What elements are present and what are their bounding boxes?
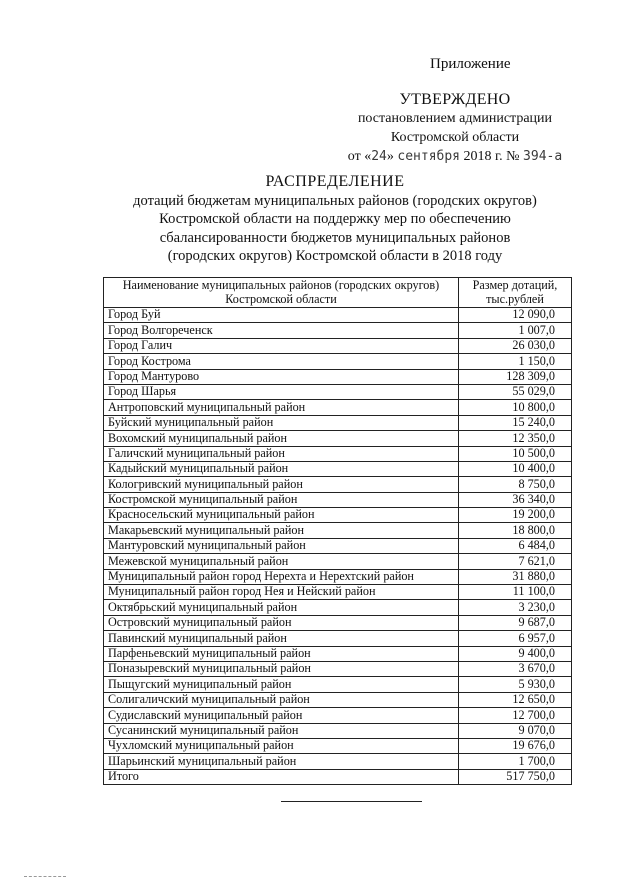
date-mid: » bbox=[386, 149, 398, 164]
cell-amount: 15 240,0 bbox=[458, 415, 571, 430]
table-row bbox=[104, 692, 572, 707]
table-row bbox=[104, 569, 572, 584]
cell-amount: 3 230,0 bbox=[458, 600, 571, 615]
cell-amount: 9 400,0 bbox=[458, 646, 571, 661]
cell-amount: 517 750,0 bbox=[458, 769, 571, 784]
column-header-line: Размер дотаций, bbox=[472, 278, 558, 292]
table-row bbox=[104, 754, 572, 769]
cell-amount: 55 029,0 bbox=[458, 384, 571, 399]
table-row bbox=[104, 508, 572, 523]
cell-municipality: Город Галич bbox=[104, 338, 459, 353]
cell-amount: 12 350,0 bbox=[458, 431, 571, 446]
cell-amount: 12 700,0 bbox=[458, 708, 571, 723]
table-row bbox=[104, 585, 572, 600]
decree-day: 24 bbox=[371, 149, 387, 164]
decree-number: 394-а bbox=[523, 149, 563, 164]
document-title: РАСПРЕДЕЛЕНИЕ bbox=[265, 173, 405, 190]
table-row bbox=[104, 523, 572, 538]
cell-amount: 9 687,0 bbox=[458, 615, 571, 630]
table-row bbox=[104, 354, 572, 369]
table-row bbox=[104, 615, 572, 630]
cell-amount: 26 030,0 bbox=[458, 338, 571, 353]
cell-amount: 36 340,0 bbox=[458, 492, 571, 507]
cell-municipality: Поназыревский муниципальный район bbox=[104, 661, 459, 676]
table-row bbox=[104, 708, 572, 723]
cell-amount: 9 070,0 bbox=[458, 723, 571, 738]
table-row bbox=[104, 600, 572, 615]
cell-amount: 128 309,0 bbox=[458, 369, 571, 384]
cell-amount: 12 650,0 bbox=[458, 692, 571, 707]
table-row bbox=[104, 415, 572, 430]
cell-amount: 1 007,0 bbox=[458, 323, 571, 338]
cell-municipality: Город Мантурово bbox=[104, 369, 459, 384]
cell-amount: 6 484,0 bbox=[458, 538, 571, 553]
cell-municipality: Чухломский муниципальный район bbox=[104, 738, 459, 753]
signature-line bbox=[281, 801, 422, 802]
cell-municipality: Мантуровский муниципальный район bbox=[104, 538, 459, 553]
cell-municipality: Судиславский муниципальный район bbox=[104, 708, 459, 723]
approved-label: УТВЕРЖДЕНО bbox=[399, 91, 511, 108]
heading-line: сбалансированности бюджетов муниципальных районов bbox=[159, 229, 511, 246]
decree-date-number bbox=[330, 147, 580, 166]
scan-artifact bbox=[24, 876, 66, 877]
table-header-row bbox=[104, 278, 572, 308]
column-header-name bbox=[104, 278, 459, 308]
cell-municipality: Город Кострома bbox=[104, 354, 459, 369]
cell-amount: 31 880,0 bbox=[458, 569, 571, 584]
cell-amount: 5 930,0 bbox=[458, 677, 571, 692]
heading-line: (городских округов) Костромской области в 2018 году bbox=[167, 248, 503, 264]
cell-amount: 19 676,0 bbox=[458, 738, 571, 753]
cell-municipality: Вохомский муниципальный район bbox=[104, 431, 459, 446]
table-row bbox=[104, 554, 572, 569]
cell-municipality: Шарьинский муниципальный район bbox=[104, 754, 459, 769]
table-row bbox=[104, 400, 572, 415]
column-header-line: Костромской области bbox=[225, 291, 337, 306]
cell-amount: 12 090,0 bbox=[458, 308, 571, 323]
cell-municipality: Павинский муниципальный район bbox=[104, 631, 459, 646]
cell-amount: 10 400,0 bbox=[458, 461, 571, 476]
table-row bbox=[104, 477, 572, 492]
region-label: Костромской области bbox=[390, 130, 520, 145]
table-row bbox=[104, 461, 572, 476]
cell-municipality: Антроповский муниципальный район bbox=[104, 400, 459, 415]
table-row bbox=[104, 661, 572, 676]
table-row bbox=[104, 538, 572, 553]
table-row bbox=[104, 646, 572, 661]
column-header-line: тыс.рублей bbox=[486, 291, 544, 306]
cell-amount: 6 957,0 bbox=[458, 631, 571, 646]
cell-municipality: Муниципальный район город Нея и Нейский район bbox=[104, 585, 459, 600]
cell-municipality: Кологривский муниципальный район bbox=[104, 477, 459, 492]
table-row bbox=[104, 723, 572, 738]
cell-municipality: Галичский муниципальный район bbox=[104, 446, 459, 461]
cell-amount: 8 750,0 bbox=[458, 477, 571, 492]
table-row bbox=[104, 323, 572, 338]
attachment-label: Приложение bbox=[430, 56, 511, 72]
cell-municipality: Город Шарья bbox=[104, 384, 459, 399]
cell-municipality: Макарьевский муниципальный район bbox=[104, 523, 459, 538]
cell-municipality: Межевской муниципальный район bbox=[104, 554, 459, 569]
cell-municipality: Октябрьский муниципальный район bbox=[104, 600, 459, 615]
table-row bbox=[104, 338, 572, 353]
table-row bbox=[104, 631, 572, 646]
cell-municipality: Островский муниципальный район bbox=[104, 615, 459, 630]
column-header-line: Наименование муниципальных районов (городских округов) bbox=[122, 278, 440, 292]
approval-block bbox=[330, 90, 580, 166]
heading-line: дотаций бюджетам муниципальных районов (городских округов) bbox=[133, 192, 537, 209]
table-row bbox=[104, 384, 572, 399]
cell-amount: 1 150,0 bbox=[458, 354, 571, 369]
cell-amount: 11 100,0 bbox=[458, 585, 571, 600]
cell-amount: 19 200,0 bbox=[458, 508, 571, 523]
date-prefix: от « bbox=[347, 149, 372, 164]
cell-municipality: Красносельский муниципальный район bbox=[104, 508, 459, 523]
cell-amount: 10 500,0 bbox=[458, 446, 571, 461]
column-header-amount bbox=[458, 278, 571, 308]
cell-municipality: Город Буй bbox=[104, 308, 459, 323]
cell-municipality: Солигаличский муниципальный район bbox=[104, 692, 459, 707]
grants-table bbox=[103, 277, 572, 785]
table-row bbox=[104, 369, 572, 384]
cell-municipality: Буйский муниципальный район bbox=[104, 415, 459, 430]
cell-amount: 3 670,0 bbox=[458, 661, 571, 676]
table-total-row bbox=[104, 769, 572, 784]
cell-municipality: Костромской муниципальный район bbox=[104, 492, 459, 507]
table-row bbox=[104, 677, 572, 692]
table-row bbox=[104, 308, 572, 323]
cell-amount: 1 700,0 bbox=[458, 754, 571, 769]
cell-amount: 18 800,0 bbox=[458, 523, 571, 538]
cell-municipality: Итого bbox=[104, 769, 459, 784]
cell-amount: 7 621,0 bbox=[458, 554, 571, 569]
date-year: 2018 г. № bbox=[460, 149, 524, 164]
table-body bbox=[104, 308, 572, 785]
cell-municipality: Пыщугский муниципальный район bbox=[104, 677, 459, 692]
cell-municipality: Муниципальный район город Нерехта и Нерехтский район bbox=[104, 569, 459, 584]
cell-municipality: Город Волгореченск bbox=[104, 323, 459, 338]
table-row bbox=[104, 492, 572, 507]
decree-label: постановлением администрации bbox=[357, 111, 553, 126]
table-row bbox=[104, 446, 572, 461]
cell-municipality: Кадыйский муниципальный район bbox=[104, 461, 459, 476]
table-row bbox=[104, 431, 572, 446]
cell-municipality: Парфеньевский муниципальный район bbox=[104, 646, 459, 661]
decree-month: сентября bbox=[397, 149, 461, 164]
heading-line: Костромской области на поддержку мер по обеспечению bbox=[159, 211, 511, 227]
cell-municipality: Сусанинский муниципальный район bbox=[104, 723, 459, 738]
table-row bbox=[104, 738, 572, 753]
cell-amount: 10 800,0 bbox=[458, 400, 571, 415]
document-heading bbox=[100, 173, 570, 266]
